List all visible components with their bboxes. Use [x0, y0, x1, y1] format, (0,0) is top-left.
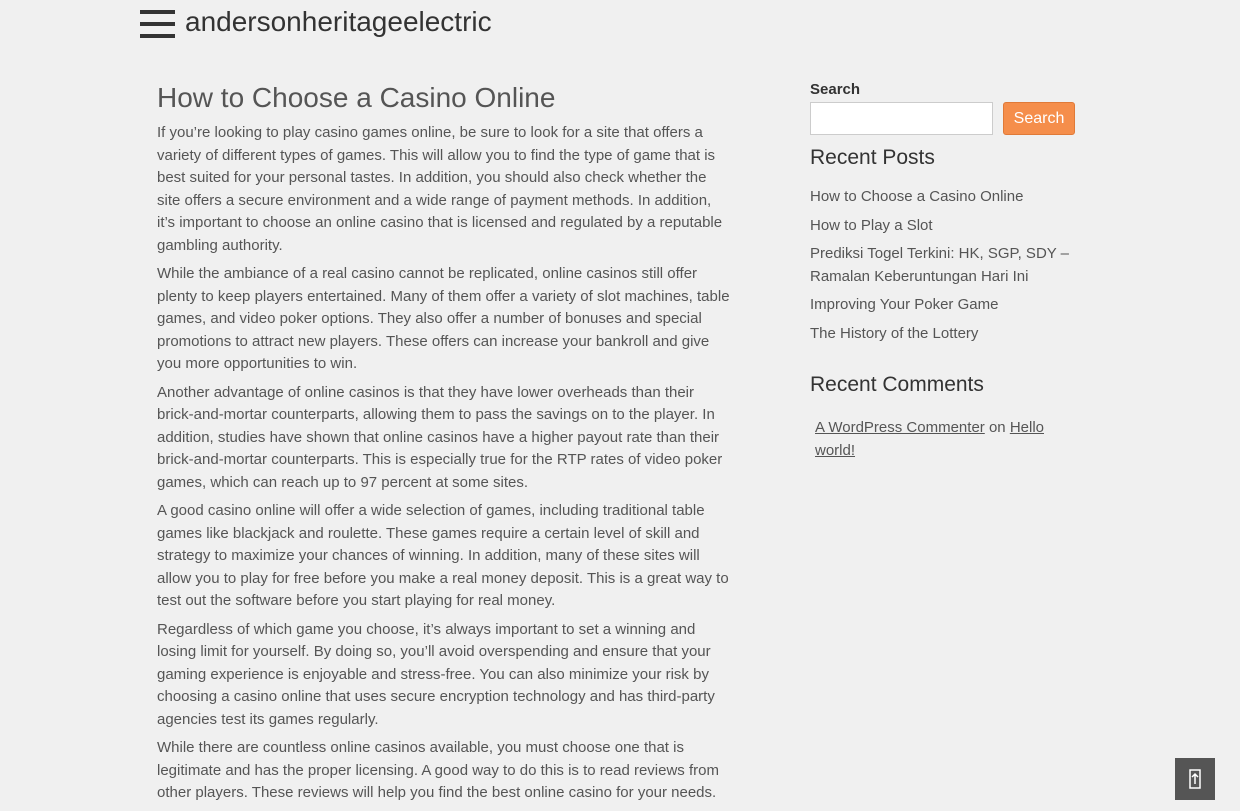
recent-posts-widget — [810, 144, 1080, 345]
recent-post-link[interactable]: Prediksi Togel Terkini: HK, SGP, SDY – Ramalan Keberuntungan Hari Ini — [810, 245, 1070, 285]
recent-comments-list — [815, 417, 1080, 462]
list-item — [815, 417, 1080, 462]
search-button[interactable]: Search — [1003, 102, 1075, 135]
comment-author-link[interactable]: A WordPress Commenter — [815, 419, 985, 436]
comment-separator: on — [984, 419, 1010, 436]
recent-post-link[interactable]: The History of the Lottery — [810, 324, 979, 342]
post-article — [157, 80, 733, 805]
post-paragraph: While the ambiance of a real casino cannot be replicated, online casinos still offer plenty to keep players entertained. Many of them offer a variety of slot machines, table games, and video poker options. They also offer a number of bonuses and special promotions to attract new players. These offers can increase your bankroll and give you more opportunities to win. — [157, 265, 730, 372]
search-label: Search — [810, 81, 861, 98]
menu-icon-bar — [140, 34, 175, 38]
recent-comments-title: Recent Comments — [810, 373, 984, 396]
list-item — [810, 186, 1080, 209]
comment-post-link[interactable]: Hello world! — [815, 419, 1044, 459]
recent-posts-list — [810, 186, 1080, 345]
back-to-top-button[interactable] — [1175, 758, 1215, 800]
post-paragraph: If you’re looking to play casino games online, be sure to look for a site that offers a variety of different types of games. This will allow you to find the type of game that is best suited for your personal tastes. In addition, you should also check whether the site offers a secure environment and a wide range of payment methods. In addition, it’s important to choose an online casino that is licensed and regulated by a reputable gambling authority. — [157, 124, 723, 254]
recent-post-link[interactable]: How to Choose a Casino Online — [810, 188, 1024, 205]
site-header — [140, 0, 492, 44]
search-input[interactable] — [810, 102, 993, 135]
post-paragraph: Regardless of which game you choose, it’s always important to set a winning and losing limit for yourself. By doing so, you’ll avoid overspending and ensure that your gaming experience is enjoyable and stress-free. You can also minimize your risk by choosing a casino online that uses secure encryption technology and has third-party agencies test its games regularly. — [157, 620, 715, 728]
recent-post-link[interactable]: How to Play a Slot — [810, 216, 933, 234]
post-content — [157, 122, 733, 805]
recent-comments-widget — [810, 371, 1080, 462]
post-paragraph: While there are countless online casinos available, you must choose one that is legitimate and has the proper licensing. A good way to do this is to read reviews from other players. These reviews will help you find the best online casino for your needs. — [157, 739, 719, 801]
post-paragraph: Another advantage of online casinos is that they have lower overheads than their brick-and-mortar counterparts, allowing them to pass the savings on to the player. In addition, studies have shown that online casinos have a higher payout rate than their brick-and-mortar counterparts. This is especially true for the RTP rates of video poker games, which can reach up to 97 percent at some sites. — [157, 383, 723, 491]
site-title[interactable]: andersonheritageelectric — [185, 6, 492, 37]
list-item — [810, 323, 1080, 346]
menu-icon-bar — [140, 10, 175, 14]
search-widget — [810, 80, 1080, 135]
sidebar — [810, 80, 1080, 462]
search-row — [810, 102, 1080, 135]
post-title: How to Choose a Casino Online — [157, 82, 556, 113]
menu-icon[interactable] — [140, 10, 175, 38]
menu-icon-bar — [140, 22, 175, 26]
arrow-up-icon — [1188, 769, 1202, 789]
post-paragraph: A good casino online will offer a wide selection of games, including traditional table games like blackjack and roulette. These games require a certain level of skill and strategy to maximize your chances of winning. In addition, many of these sites will allow you to play for free before you make a real money deposit. This is a great way to test out the software before you start playing for real money. — [157, 502, 729, 609]
list-item — [810, 294, 1080, 317]
list-item — [810, 243, 1080, 288]
recent-post-link[interactable]: Improving Your Poker Game — [810, 296, 999, 313]
list-item — [810, 215, 1080, 238]
recent-posts-title: Recent Posts — [810, 146, 935, 169]
main-content — [157, 80, 733, 811]
